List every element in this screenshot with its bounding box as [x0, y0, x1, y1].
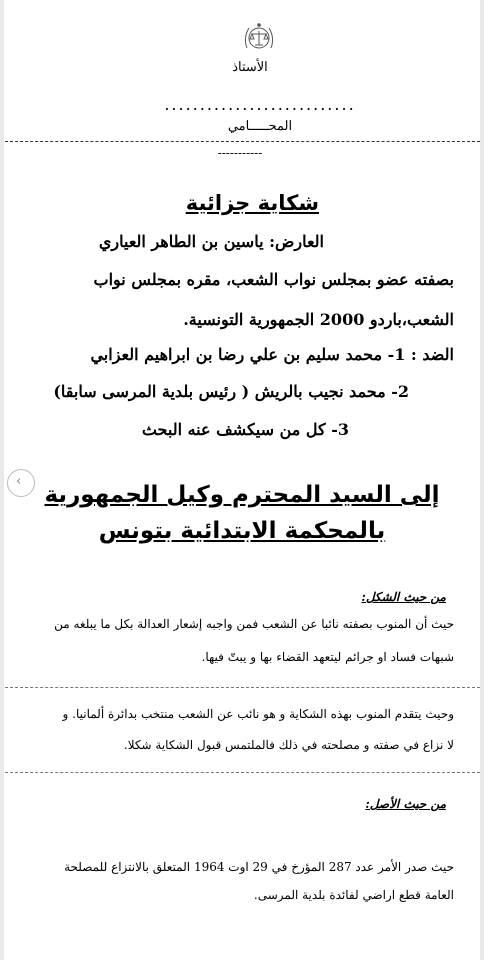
lawyer-title: الأستاذ: [232, 60, 268, 75]
addressee-line-2: بالمحكمة الابتدائية بتونس: [98, 518, 386, 544]
merits-para-line-2: العامة قطع اراضي لفائدة بلدية المرسى.: [253, 888, 454, 902]
section-divider: [5, 772, 480, 773]
form-para-1-line-2: شبهات فساد او جرائم ليتعهد القضاء بها و يبتّ فيها.: [201, 650, 454, 664]
form-heading: من حيث الشكل:: [361, 590, 446, 604]
short-divider: -----------: [217, 146, 263, 160]
scales-of-justice-seal-icon: [239, 20, 279, 56]
form-para-1-line-1: حيث أن المنوب بصفته نائبا عن الشعب فمن واجبه إشعار العدالة بكل ما يبلغه من: [54, 617, 454, 631]
header-divider: [5, 141, 480, 142]
capacity-line-2: الشعب،باردو 2000 الجمهورية التونسية.: [183, 310, 454, 329]
merits-heading: من حيث الأصل:: [365, 797, 446, 811]
plaintiff-line: العارض: ياسين بن الطاهر العياري: [98, 232, 324, 251]
lawyer-role: المحـــــامي: [227, 119, 293, 134]
chevron-left-icon: ‹: [16, 474, 22, 489]
defendant-3: 3- كل من سيكشف عنه البحث: [141, 420, 349, 439]
paragraph-divider: [5, 687, 480, 688]
defendant-1: الضد : 1- محمد سليم بن علي رضا بن ابراهيم العزابي: [90, 345, 454, 364]
page-edge-right: [480, 0, 484, 960]
previous-page-button[interactable]: [7, 469, 35, 497]
merits-para-line-1: حيث صدر الأمر عدد 287 المؤرخ في 29 اوت 1964 المتعلق بالانتزاع للمصلحة: [64, 860, 454, 874]
lawyer-name-placeholder: ...........................: [164, 95, 356, 114]
form-para-2-line-2: لا نزاع في صفته و مصلحته في ذلك فالملتمس قبول الشكاية شكلا.: [123, 738, 454, 752]
capacity-line-1: بصفته عضو بمجلس نواب الشعب، مقره بمجلس نواب: [93, 270, 454, 289]
addressee-line-1: إلى السيد المحترم وكيل الجمهورية: [44, 482, 440, 508]
document-title: شكاية جزائية: [185, 191, 319, 215]
defendant-2: 2- محمد نجيب بالريش ( رئيس بلدية المرسى سابقا): [53, 382, 409, 401]
form-para-2-line-1: وحيث يتقدم المنوب بهذه الشكاية و هو نائب عن الشعب منتخب بدائرة ألمانيا. و: [62, 707, 454, 721]
page-edge-left: [0, 0, 4, 960]
